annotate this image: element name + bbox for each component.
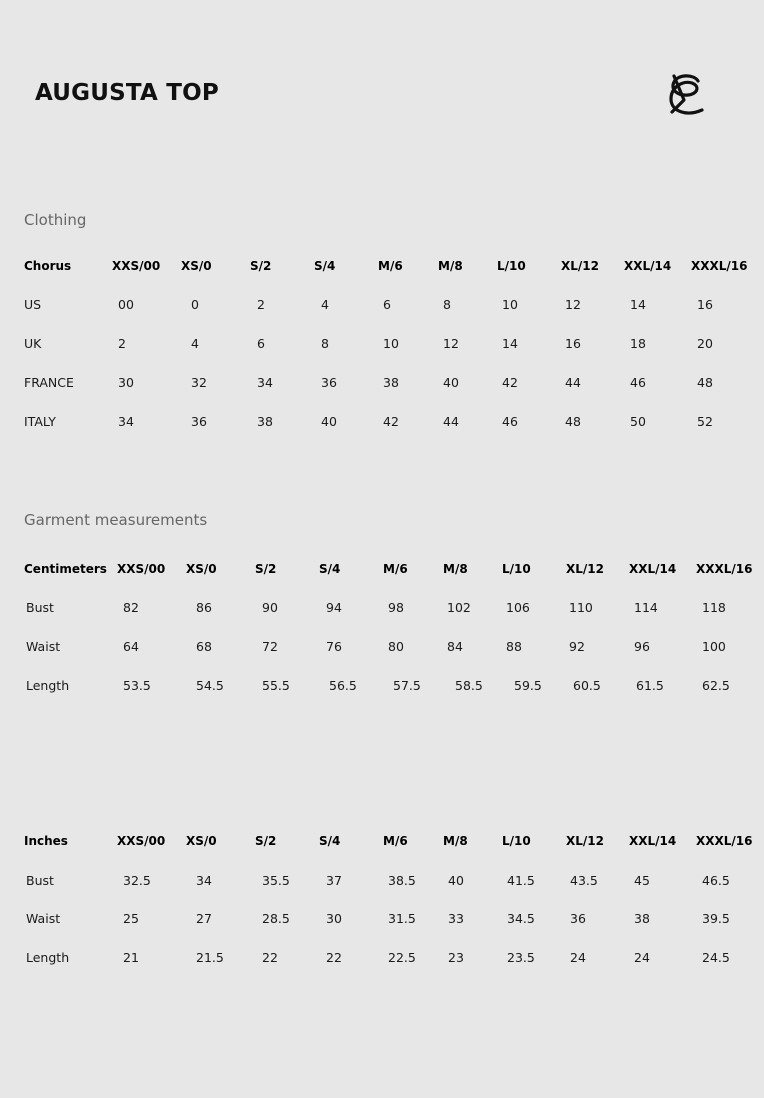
table-cell: 90 [262,600,278,615]
table-cell: 44 [443,414,459,429]
table-cell: 22 [262,950,278,965]
table-cell: 25 [123,911,139,926]
table-cell: 24 [634,950,650,965]
table-header-cell: Centimeters [24,562,107,576]
table-cell: 30 [326,911,342,926]
table-cell: 36 [570,911,586,926]
table-header-cell: XL/12 [561,259,599,273]
table-cell: 92 [569,639,585,654]
table-cell: 38 [634,911,650,926]
table-header-cell: Inches [24,834,68,848]
table-cell: 76 [326,639,342,654]
table-row [0,950,764,970]
table-header-cell: S/4 [319,562,341,576]
table-cell: 28.5 [262,911,290,926]
table-cell: 12 [565,297,581,312]
table-header-row [0,562,764,582]
table-cell: 00 [118,297,134,312]
table-header-cell: XS/0 [181,259,212,273]
table-row [0,375,764,395]
table-cell: 88 [506,639,522,654]
table-cell: 34 [118,414,134,429]
table-header-cell: M/6 [383,834,408,848]
table-cell: 36 [191,414,207,429]
table-cell: 40 [448,873,464,888]
table-cell: 64 [123,639,139,654]
row-label: FRANCE [24,375,74,390]
table-cell: 86 [196,600,212,615]
table-cell: 53.5 [123,678,151,693]
table-cell: 21.5 [196,950,224,965]
table-cell: 27 [196,911,212,926]
table-cell: 38 [257,414,273,429]
table-cell: 40 [321,414,337,429]
row-label: US [24,297,42,312]
table-cell: 4 [321,297,329,312]
table-row [0,297,764,317]
table-cell: 94 [326,600,342,615]
table-cell: 37 [326,873,342,888]
table-cell: 61.5 [636,678,664,693]
table-cell: 8 [321,336,329,351]
table-header-cell: Chorus [24,259,72,273]
table-cell: 14 [630,297,646,312]
row-label: Waist [26,911,61,926]
table-cell: 0 [191,297,199,312]
table-header-cell: M/8 [443,562,468,576]
row-label: UK [24,336,42,351]
table-cell: 32 [191,375,207,390]
table-cell: 84 [447,639,463,654]
table-header-row [0,259,764,279]
table-cell: 32.5 [123,873,151,888]
table-cell: 10 [383,336,399,351]
table-cell: 46.5 [702,873,730,888]
table-cell: 56.5 [329,678,357,693]
table-cell: 46 [630,375,646,390]
table-cell: 48 [565,414,581,429]
table-cell: 52 [697,414,713,429]
table-header-cell: XL/12 [566,834,604,848]
table-cell: 36 [321,375,337,390]
table-cell: 40 [443,375,459,390]
table-cell: 43.5 [570,873,598,888]
table-cell: 2 [118,336,126,351]
table-cell: 31.5 [388,911,416,926]
table-cell: 54.5 [196,678,224,693]
brand-logo-icon [664,70,710,118]
table-cell: 18 [630,336,646,351]
table-cell: 10 [502,297,518,312]
table-header-cell: XXL/14 [624,259,672,273]
table-header-cell: XXL/14 [629,834,677,848]
table-row [0,600,764,620]
table-cell: 106 [506,600,530,615]
table-cell: 6 [257,336,265,351]
table-cell: 59.5 [514,678,542,693]
table-cell: 62.5 [702,678,730,693]
table-cell: 68 [196,639,212,654]
row-label: Length [26,950,70,965]
table-cell: 102 [447,600,471,615]
table-row [0,336,764,356]
table-header-cell: XL/12 [566,562,604,576]
table-header-cell: M/8 [438,259,463,273]
table-header-cell: XS/0 [186,834,217,848]
table-header-row [0,834,764,854]
table-cell: 96 [634,639,650,654]
table-header-cell: M/6 [383,562,408,576]
table-cell: 12 [443,336,459,351]
table-cell: 114 [634,600,658,615]
table-header-cell: XXS/00 [117,834,166,848]
table-header-cell: S/2 [255,562,277,576]
table-cell: 6 [383,297,391,312]
table-header-cell: XXXL/16 [696,834,753,848]
table-cell: 60.5 [573,678,601,693]
page-title: AUGUSTA TOP [35,80,219,106]
table-header-cell: S/2 [255,834,277,848]
table-header-cell: XXXL/16 [696,562,753,576]
table-header-cell: XXXL/16 [691,259,748,273]
table-cell: 42 [383,414,399,429]
table-cell: 20 [697,336,713,351]
table-cell: 16 [697,297,713,312]
table-cell: 8 [443,297,451,312]
table-header-cell: XXS/00 [117,562,166,576]
table-header-cell: XXL/14 [629,562,677,576]
row-label: Length [26,678,70,693]
table-row [0,639,764,659]
clothing-section-title: Clothing [24,211,87,229]
table-cell: 24.5 [702,950,730,965]
table-cell: 44 [565,375,581,390]
table-cell: 35.5 [262,873,290,888]
table-cell: 34 [196,873,212,888]
table-header-cell: S/4 [319,834,341,848]
table-cell: 46 [502,414,518,429]
row-label: Bust [26,600,54,615]
table-header-cell: M/6 [378,259,403,273]
table-cell: 72 [262,639,278,654]
table-cell: 21 [123,950,139,965]
table-header-cell: S/4 [314,259,336,273]
table-row [0,414,764,434]
table-cell: 30 [118,375,134,390]
table-cell: 22 [326,950,342,965]
table-header-cell: L/10 [497,259,526,273]
table-cell: 33 [448,911,464,926]
table-header-cell: M/8 [443,834,468,848]
table-cell: 39.5 [702,911,730,926]
table-cell: 4 [191,336,199,351]
table-row [0,911,764,931]
table-header-cell: XS/0 [186,562,217,576]
table-cell: 118 [702,600,726,615]
table-cell: 80 [388,639,404,654]
table-header-cell: XXS/00 [112,259,161,273]
table-cell: 23.5 [507,950,535,965]
table-cell: 57.5 [393,678,421,693]
table-header-cell: L/10 [502,834,531,848]
table-cell: 38.5 [388,873,416,888]
row-label: Waist [26,639,61,654]
table-row [0,873,764,893]
table-cell: 24 [570,950,586,965]
table-cell: 42 [502,375,518,390]
table-header-cell: S/2 [250,259,272,273]
table-cell: 23 [448,950,464,965]
table-cell: 34.5 [507,911,535,926]
table-cell: 100 [702,639,726,654]
row-label: Bust [26,873,54,888]
row-label: ITALY [24,414,56,429]
table-cell: 16 [565,336,581,351]
garment-section-title: Garment measurements [24,511,208,529]
table-cell: 38 [383,375,399,390]
table-cell: 58.5 [455,678,483,693]
table-cell: 48 [697,375,713,390]
table-cell: 82 [123,600,139,615]
table-cell: 45 [634,873,650,888]
table-cell: 2 [257,297,265,312]
table-cell: 98 [388,600,404,615]
table-header-cell: L/10 [502,562,531,576]
table-cell: 34 [257,375,273,390]
table-row [0,678,764,698]
table-cell: 41.5 [507,873,535,888]
table-cell: 50 [630,414,646,429]
table-cell: 22.5 [388,950,416,965]
table-cell: 14 [502,336,518,351]
table-cell: 55.5 [262,678,290,693]
table-cell: 110 [569,600,593,615]
